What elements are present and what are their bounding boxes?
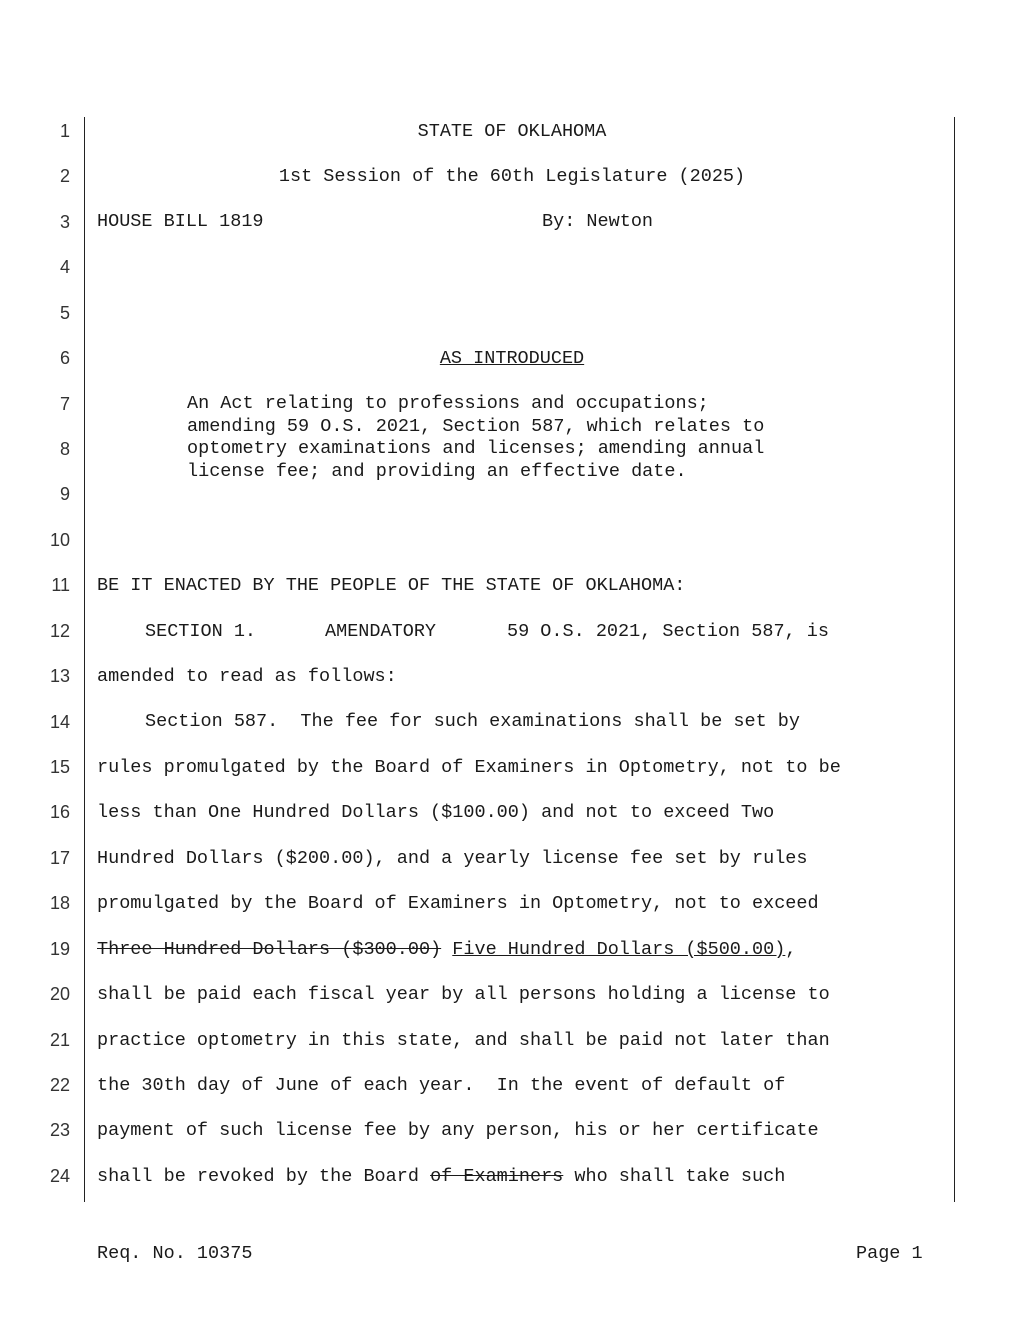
body-line-16: less than One Hundred Dollars ($100.00) and not to exceed Two: [97, 802, 775, 823]
line-number: 15: [49, 757, 70, 777]
bill-author: By: Newton: [542, 211, 654, 232]
body-line-14: Section 587. The fee for such examinations shall be set by: [145, 711, 801, 732]
line-number: 4: [59, 257, 70, 277]
body-line-23: payment of such license fee by any person, his or her certificate: [97, 1120, 819, 1141]
line-number: 2: [59, 166, 70, 186]
struck-of-examiners: of Examiners: [430, 1166, 564, 1187]
left-margin-rule: [84, 117, 85, 1202]
line-number: 7: [59, 394, 70, 414]
line-24-start: shall be revoked by the Board: [97, 1166, 431, 1187]
line-number: 12: [49, 621, 70, 641]
line-number: 1: [59, 121, 70, 141]
session-heading: 1st Session of the 60th Legislature (2025): [278, 166, 746, 187]
body-line-20: shall be paid each fiscal year by all persons holding a license to: [97, 984, 830, 1005]
line-number: 14: [49, 712, 70, 732]
page-number: Page 1: [856, 1243, 923, 1264]
status-text: AS INTRODUCED: [439, 348, 585, 369]
line-19-end: ,: [785, 939, 797, 960]
request-number: Req. No. 10375: [97, 1243, 253, 1264]
enacting-clause: BE IT ENACTED BY THE PEOPLE OF THE STATE OF OKLAHOMA:: [97, 575, 686, 596]
line-number: 18: [49, 893, 70, 913]
line-number: 8: [59, 439, 70, 459]
body-line-24: [97, 1166, 785, 1188]
line-number: 19: [49, 939, 70, 959]
inserted-new-fee: Five Hundred Dollars ($500.00): [452, 939, 786, 960]
section-citation: 59 O.S. 2021, Section 587, is: [507, 621, 829, 642]
section-number: SECTION 1.: [145, 621, 257, 642]
struck-old-fee: Three Hundred Dollars ($300.00): [97, 939, 442, 960]
line-number: 9: [59, 484, 70, 504]
status-heading: [97, 348, 927, 370]
bill-title-text: An Act relating to professions and occupations; amending 59 O.S. 2021, Section 587, which relates to optometry examinations and licenses; amending annual license fee; and providing an effective date.: [187, 393, 765, 482]
line-number: 10: [49, 530, 70, 550]
line-number: 11: [51, 575, 70, 595]
state-heading: STATE OF OKLAHOMA: [417, 121, 607, 142]
section-type: AMENDATORY: [325, 621, 437, 642]
line-number: 3: [59, 212, 70, 232]
bill-number: HOUSE BILL 1819: [97, 211, 264, 232]
line-number: 21: [49, 1030, 70, 1050]
body-line-22: the 30th day of June of each year. In the event of default of: [97, 1075, 786, 1096]
body-line-15: rules promulgated by the Board of Examiners in Optometry, not to be: [97, 757, 841, 778]
line-number: 23: [49, 1120, 70, 1140]
body-line-17: Hundred Dollars ($200.00), and a yearly license fee set by rules: [97, 848, 808, 869]
line-number: 22: [49, 1075, 70, 1095]
line-number: 16: [49, 802, 70, 822]
body-line-19: [97, 939, 796, 961]
right-margin-rule: [954, 117, 955, 1202]
body-line-21: practice optometry in this state, and shall be paid not later than: [97, 1030, 830, 1051]
line-number: 5: [59, 303, 70, 323]
body-line-18: promulgated by the Board of Examiners in Optometry, not to exceed: [97, 893, 819, 914]
body-line-13: amended to read as follows:: [97, 666, 397, 687]
line-number: 24: [49, 1166, 70, 1186]
line-number: 6: [59, 348, 70, 368]
line-number: 13: [49, 666, 70, 686]
line-number: 17: [49, 848, 70, 868]
line-number: 20: [49, 984, 70, 1004]
line-24-end: who shall take such: [563, 1166, 786, 1187]
